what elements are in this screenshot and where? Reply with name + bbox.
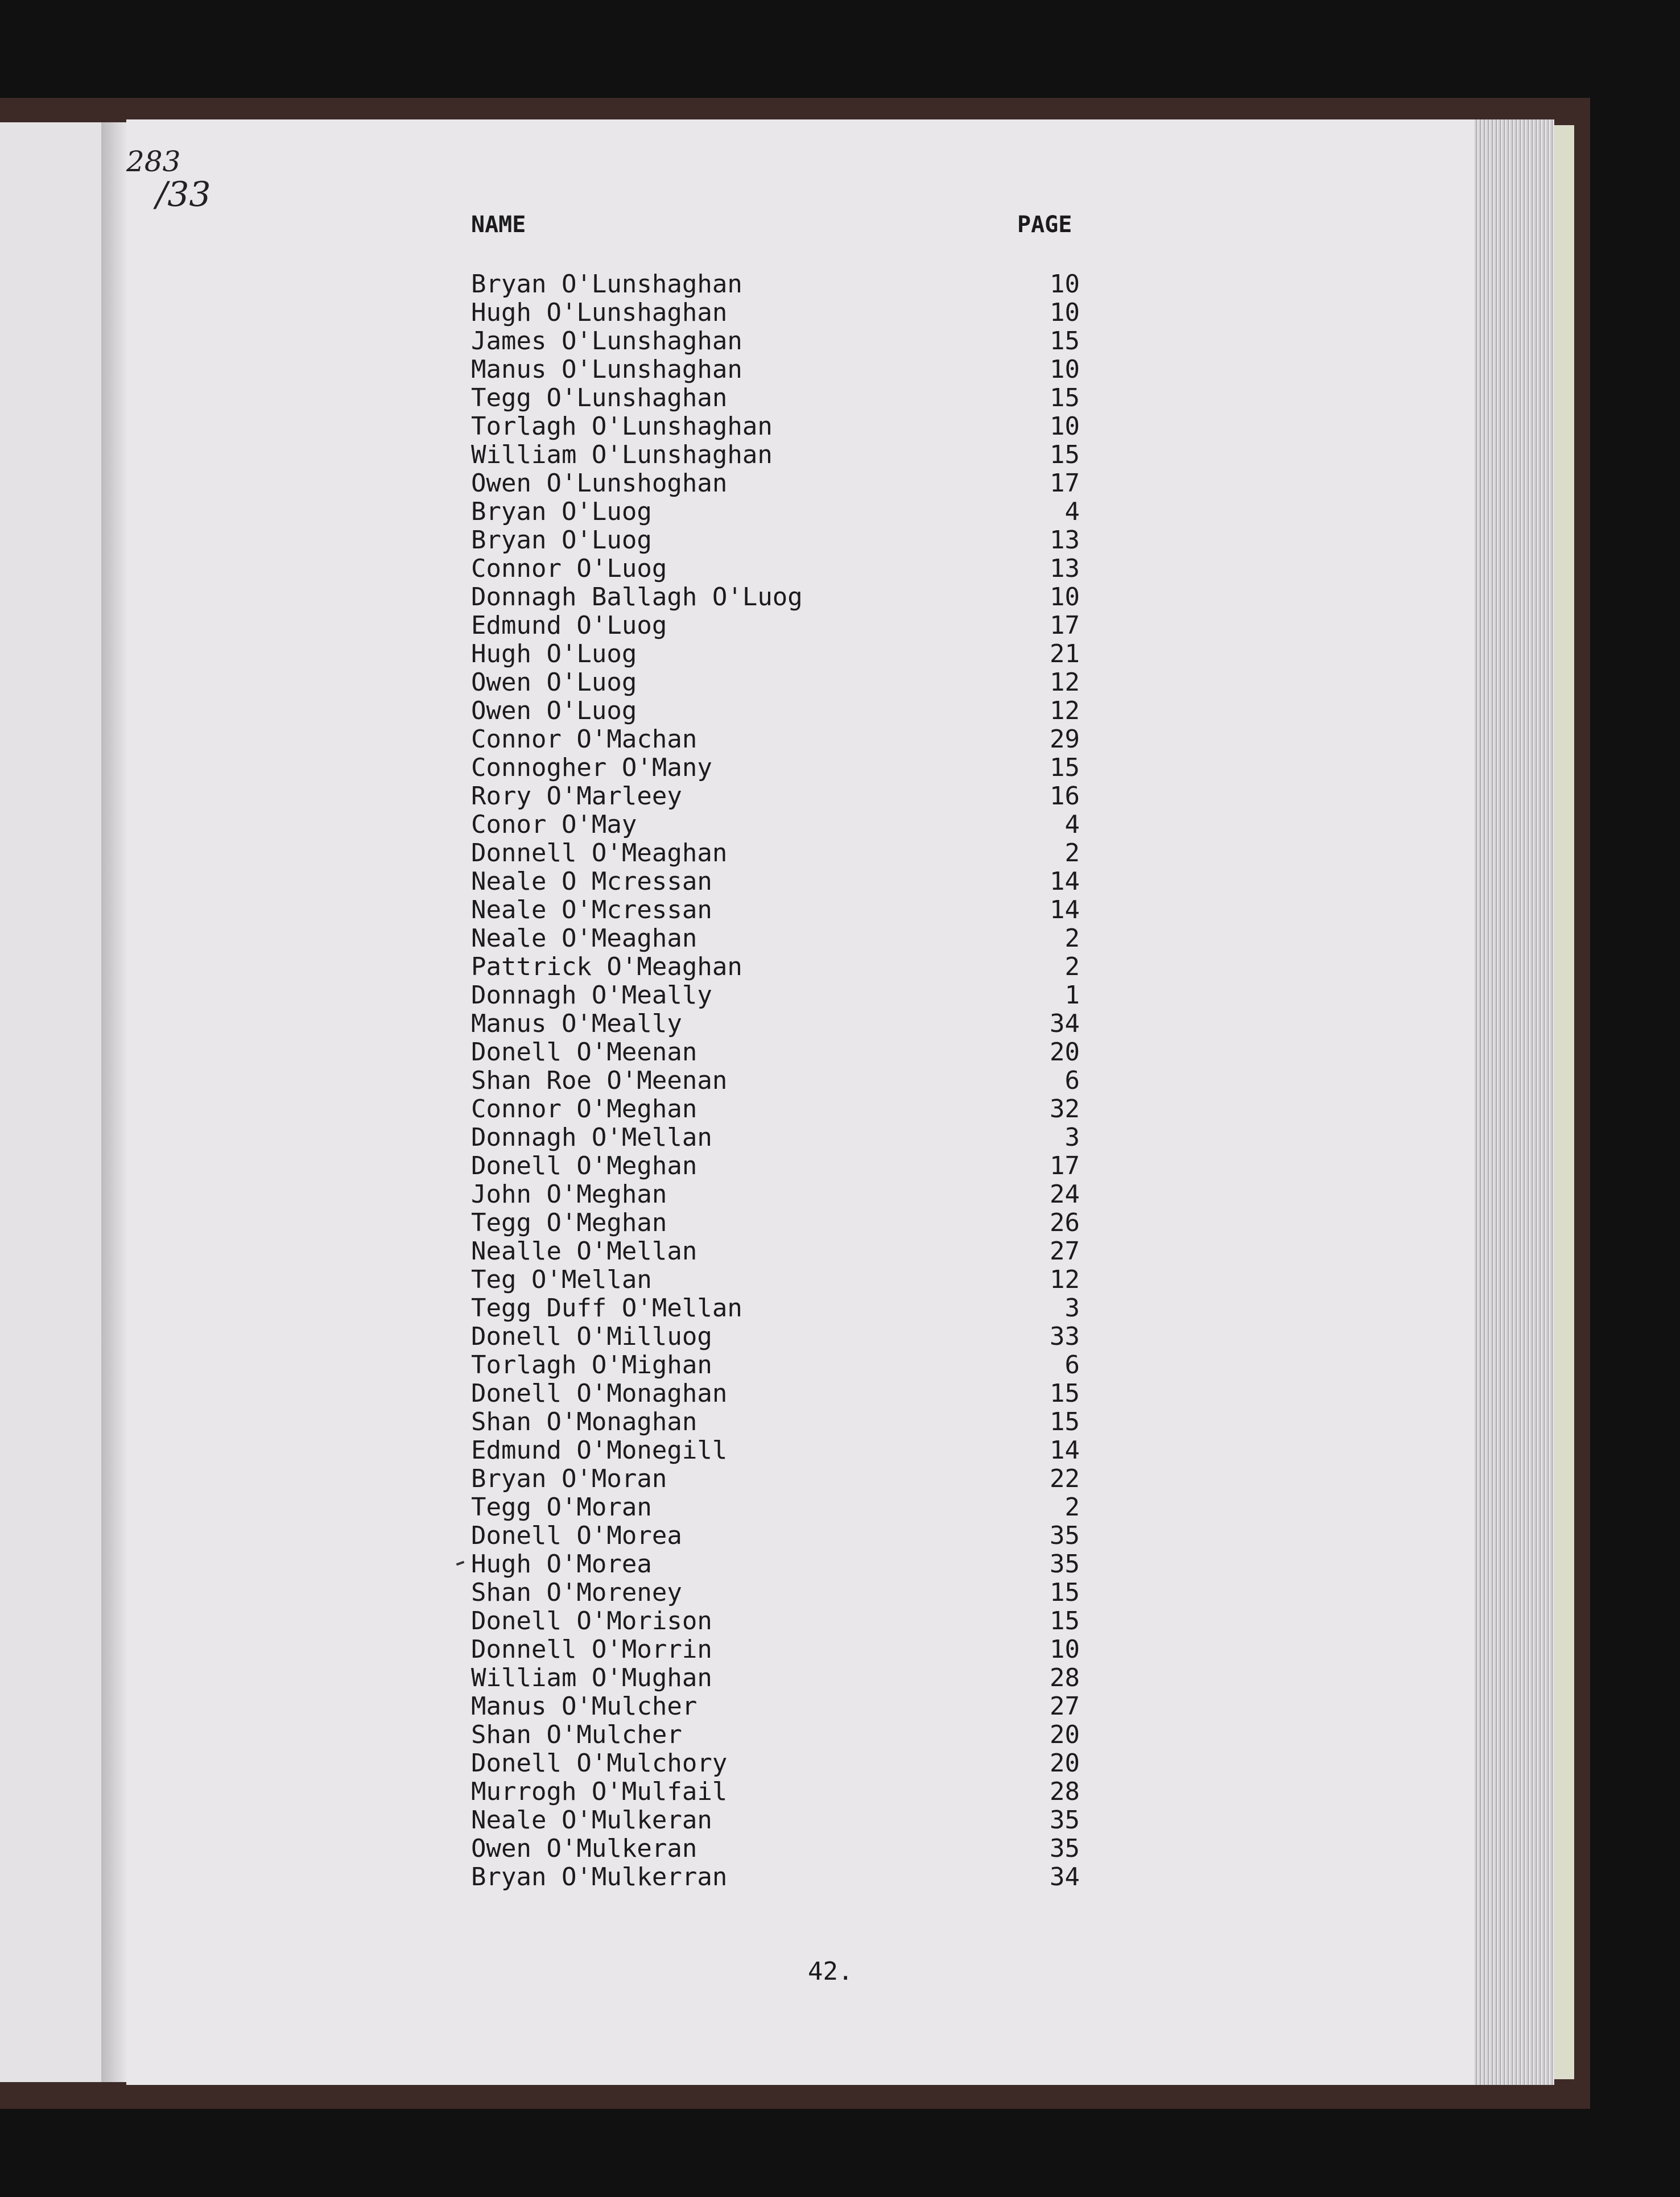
entry-page: 20 [1050,1038,1080,1067]
name-column-header: NAME [471,212,526,238]
entry-name: Neale O'Mulkeran [471,1806,712,1835]
entry-page: 2 [1064,924,1080,953]
entry-page: 28 [1050,1777,1080,1806]
index-entry [471,555,1080,583]
index-entry [471,1095,1080,1124]
entry-name: Shan O'Mulcher [471,1720,682,1749]
index-entry [471,1636,1080,1664]
index-entry [471,1522,1080,1550]
index-entry [471,1180,1080,1209]
entry-page: 15 [1050,753,1080,782]
entry-page: 4 [1064,810,1080,839]
entry-page: 13 [1050,554,1080,583]
index-entry [471,1863,1080,1892]
index-entry [471,1323,1080,1351]
index-entry [471,697,1080,725]
entry-name: Hugh O'Lunshaghan [471,298,728,327]
index-entry [471,299,1080,327]
entry-name: Edmund O'Luog [471,611,667,640]
entry-name: Neale O Mcressan [471,867,712,896]
entry-page: 33 [1050,1322,1080,1351]
entry-name: Murrogh O'Mulfail [471,1777,728,1806]
entry-name: Connor O'Machan [471,725,697,754]
entry-page: 12 [1050,668,1080,697]
entry-page: 15 [1050,1578,1080,1607]
index-entry [471,1237,1080,1266]
entry-page: 10 [1050,412,1080,441]
entry-name: Connor O'Luog [471,554,667,583]
entry-name: Donell O'Morison [471,1607,712,1636]
index-entry [471,1038,1080,1067]
index-entry [471,1067,1080,1095]
entry-name: James O'Lunshaghan [471,327,742,356]
book-gutter [101,122,127,2082]
entry-name: Torlagh O'Lunshaghan [471,412,773,441]
index-entry [471,1124,1080,1152]
index-entry [471,412,1080,441]
entry-name: Donnagh Ballagh O'Luog [471,583,803,612]
index-entry [471,725,1080,754]
index-entry [471,896,1080,924]
entry-name: Bryan O'Luog [471,526,652,555]
index-entry [471,583,1080,612]
index-entry [471,356,1080,384]
entry-page: 20 [1050,1720,1080,1749]
index-entry [471,1436,1080,1465]
page-edge-light [1554,125,1574,2079]
entry-name: Connogher O'Many [471,753,712,782]
entry-name: Nealle O'Mellan [471,1237,697,1266]
entry-name: Hugh O'Luog [471,639,637,668]
index-entry [471,1152,1080,1180]
index-entry [471,1664,1080,1692]
entry-page: 29 [1050,725,1080,754]
index-entry [471,782,1080,811]
entry-page: 26 [1050,1208,1080,1237]
handwritten-annotation [126,145,217,213]
entry-page: 35 [1050,1521,1080,1550]
entry-name: Owen O'Luog [471,696,637,725]
index-entry [471,1408,1080,1436]
index-entry [471,384,1080,412]
entry-name: Donnell O'Morrin [471,1635,712,1664]
entry-name: Teg O'Mellan [471,1265,652,1294]
entry-page: 20 [1050,1749,1080,1778]
index-entry [471,1465,1080,1493]
index-entry [471,1380,1080,1408]
entry-name: Shan Roe O'Meenan [471,1066,728,1095]
index-entry [471,839,1080,868]
entry-name: John O'Meghan [471,1180,667,1209]
entry-page: 12 [1050,1265,1080,1294]
entry-page: 10 [1050,355,1080,384]
entry-name: Edmund O'Monegill [471,1436,728,1465]
index-entry [471,1294,1080,1323]
index-entry [471,1579,1080,1607]
index-entry [471,640,1080,668]
entry-name: Owen O'Mulkeran [471,1834,697,1863]
index-entry [471,1209,1080,1237]
entry-name: Pattrick O'Meaghan [471,952,742,981]
index-entry [471,498,1080,526]
entry-name: Owen O'Lunshoghan [471,469,728,498]
index-entry [471,526,1080,555]
entry-name: Manus O'Meally [471,1009,682,1038]
index-entry [471,668,1080,697]
entry-name: Bryan O'Luog [471,497,652,526]
index-entry [471,953,1080,981]
entry-page: 34 [1050,1863,1080,1892]
annotation-top: 283 [126,145,181,178]
entry-page: 4 [1064,497,1080,526]
left-page [0,122,111,2082]
entry-page: 14 [1050,1436,1080,1465]
index-entry [471,1351,1080,1380]
entry-page: 35 [1050,1834,1080,1863]
entry-name: Bryan O'Moran [471,1464,667,1493]
index-entry [471,1778,1080,1806]
entry-name: William O'Lunshaghan [471,440,773,469]
entry-page: 24 [1050,1180,1080,1209]
index-entry [471,327,1080,356]
page-number: 42. [808,1957,853,1986]
entry-name: Rory O'Marleey [471,782,682,811]
index-entry [471,1806,1080,1835]
entry-name: Bryan O'Lunshaghan [471,270,742,299]
entry-name: Connor O'Meghan [471,1095,697,1124]
entry-name: Tegg O'Meghan [471,1208,667,1237]
entry-page: 17 [1050,1151,1080,1180]
index-entry [471,811,1080,839]
index-entry [471,270,1080,299]
entry-name: Torlagh O'Mighan [471,1351,712,1380]
entry-name: Shan O'Monaghan [471,1407,697,1436]
entry-page: 14 [1050,895,1080,924]
entry-page: 15 [1050,327,1080,356]
entry-page: 17 [1050,611,1080,640]
entry-page: 3 [1064,1294,1080,1323]
entry-page: 27 [1050,1237,1080,1266]
index-entry [471,1721,1080,1749]
entry-name: Donell O'Milluog [471,1322,712,1351]
entry-page: 6 [1064,1351,1080,1380]
entry-page: 14 [1050,867,1080,896]
annotation-bottom: /33 [156,175,211,214]
entry-name: Donell O'Meenan [471,1038,697,1067]
entry-name: Manus O'Mulcher [471,1692,697,1721]
entry-page: 35 [1050,1550,1080,1579]
entry-name: Donell O'Monaghan [471,1379,728,1408]
entry-name: Tegg O'Moran [471,1493,652,1522]
index-entry [471,1607,1080,1636]
entry-name: Neale O'Meaghan [471,924,697,953]
entry-page: 10 [1050,1635,1080,1664]
entry-page: 10 [1050,583,1080,612]
entry-page: 21 [1050,639,1080,668]
index-entry [471,754,1080,782]
entry-name: Tegg Duff O'Mellan [471,1294,742,1323]
entry-page: 15 [1050,1607,1080,1636]
entry-page: 2 [1064,1493,1080,1522]
entry-name: Neale O'Mcressan [471,895,712,924]
entry-name: William O'Mughan [471,1663,712,1692]
entry-page: 32 [1050,1095,1080,1124]
entry-page: 12 [1050,696,1080,725]
entry-name: Donell O'Morea [471,1521,682,1550]
entry-page: 10 [1050,298,1080,327]
entry-page: 15 [1050,1379,1080,1408]
entry-page: 22 [1050,1464,1080,1493]
entry-page: 28 [1050,1663,1080,1692]
index-entry [471,924,1080,953]
entry-page: 13 [1050,526,1080,555]
name-index-list [471,270,1080,1892]
entry-name: Shan O'Moreney [471,1578,682,1607]
index-entry [471,441,1080,469]
entry-page: 17 [1050,469,1080,498]
index-entry [471,469,1080,498]
entry-page: 15 [1050,1407,1080,1436]
index-entry [471,612,1080,640]
entry-name: Hugh O'Morea [471,1550,652,1579]
entry-name: Manus O'Lunshaghan [471,355,742,384]
entry-page: 2 [1064,839,1080,868]
page-edges [1475,119,1554,2085]
entry-page: 16 [1050,782,1080,811]
entry-page: 10 [1050,270,1080,299]
index-entry [471,1835,1080,1863]
index-entry [471,981,1080,1010]
page-column-header: PAGE [1017,212,1072,238]
entry-page: 35 [1050,1806,1080,1835]
index-entry [471,1550,1080,1579]
entry-name: Bryan O'Mulkerran [471,1863,728,1892]
entry-name: Donnagh O'Meally [471,981,712,1010]
entry-name: Donnagh O'Mellan [471,1123,712,1152]
entry-page: 6 [1064,1066,1080,1095]
entry-name: Conor O'May [471,810,637,839]
index-entry [471,1749,1080,1778]
entry-page: 15 [1050,383,1080,412]
index-entry [471,1010,1080,1038]
entry-page: 27 [1050,1692,1080,1721]
entry-page: 2 [1064,952,1080,981]
index-entry [471,868,1080,896]
index-entry [471,1493,1080,1522]
entry-page: 3 [1064,1123,1080,1152]
entry-name: Owen O'Luog [471,668,637,697]
entry-name: Tegg O'Lunshaghan [471,383,728,412]
entry-name: Donnell O'Meaghan [471,839,728,868]
entry-name: Donell O'Meghan [471,1151,697,1180]
entry-page: 15 [1050,440,1080,469]
entry-page: 1 [1064,981,1080,1010]
entry-name: Donell O'Mulchory [471,1749,728,1778]
index-entry [471,1266,1080,1294]
entry-page: 34 [1050,1009,1080,1038]
index-entry [471,1692,1080,1721]
